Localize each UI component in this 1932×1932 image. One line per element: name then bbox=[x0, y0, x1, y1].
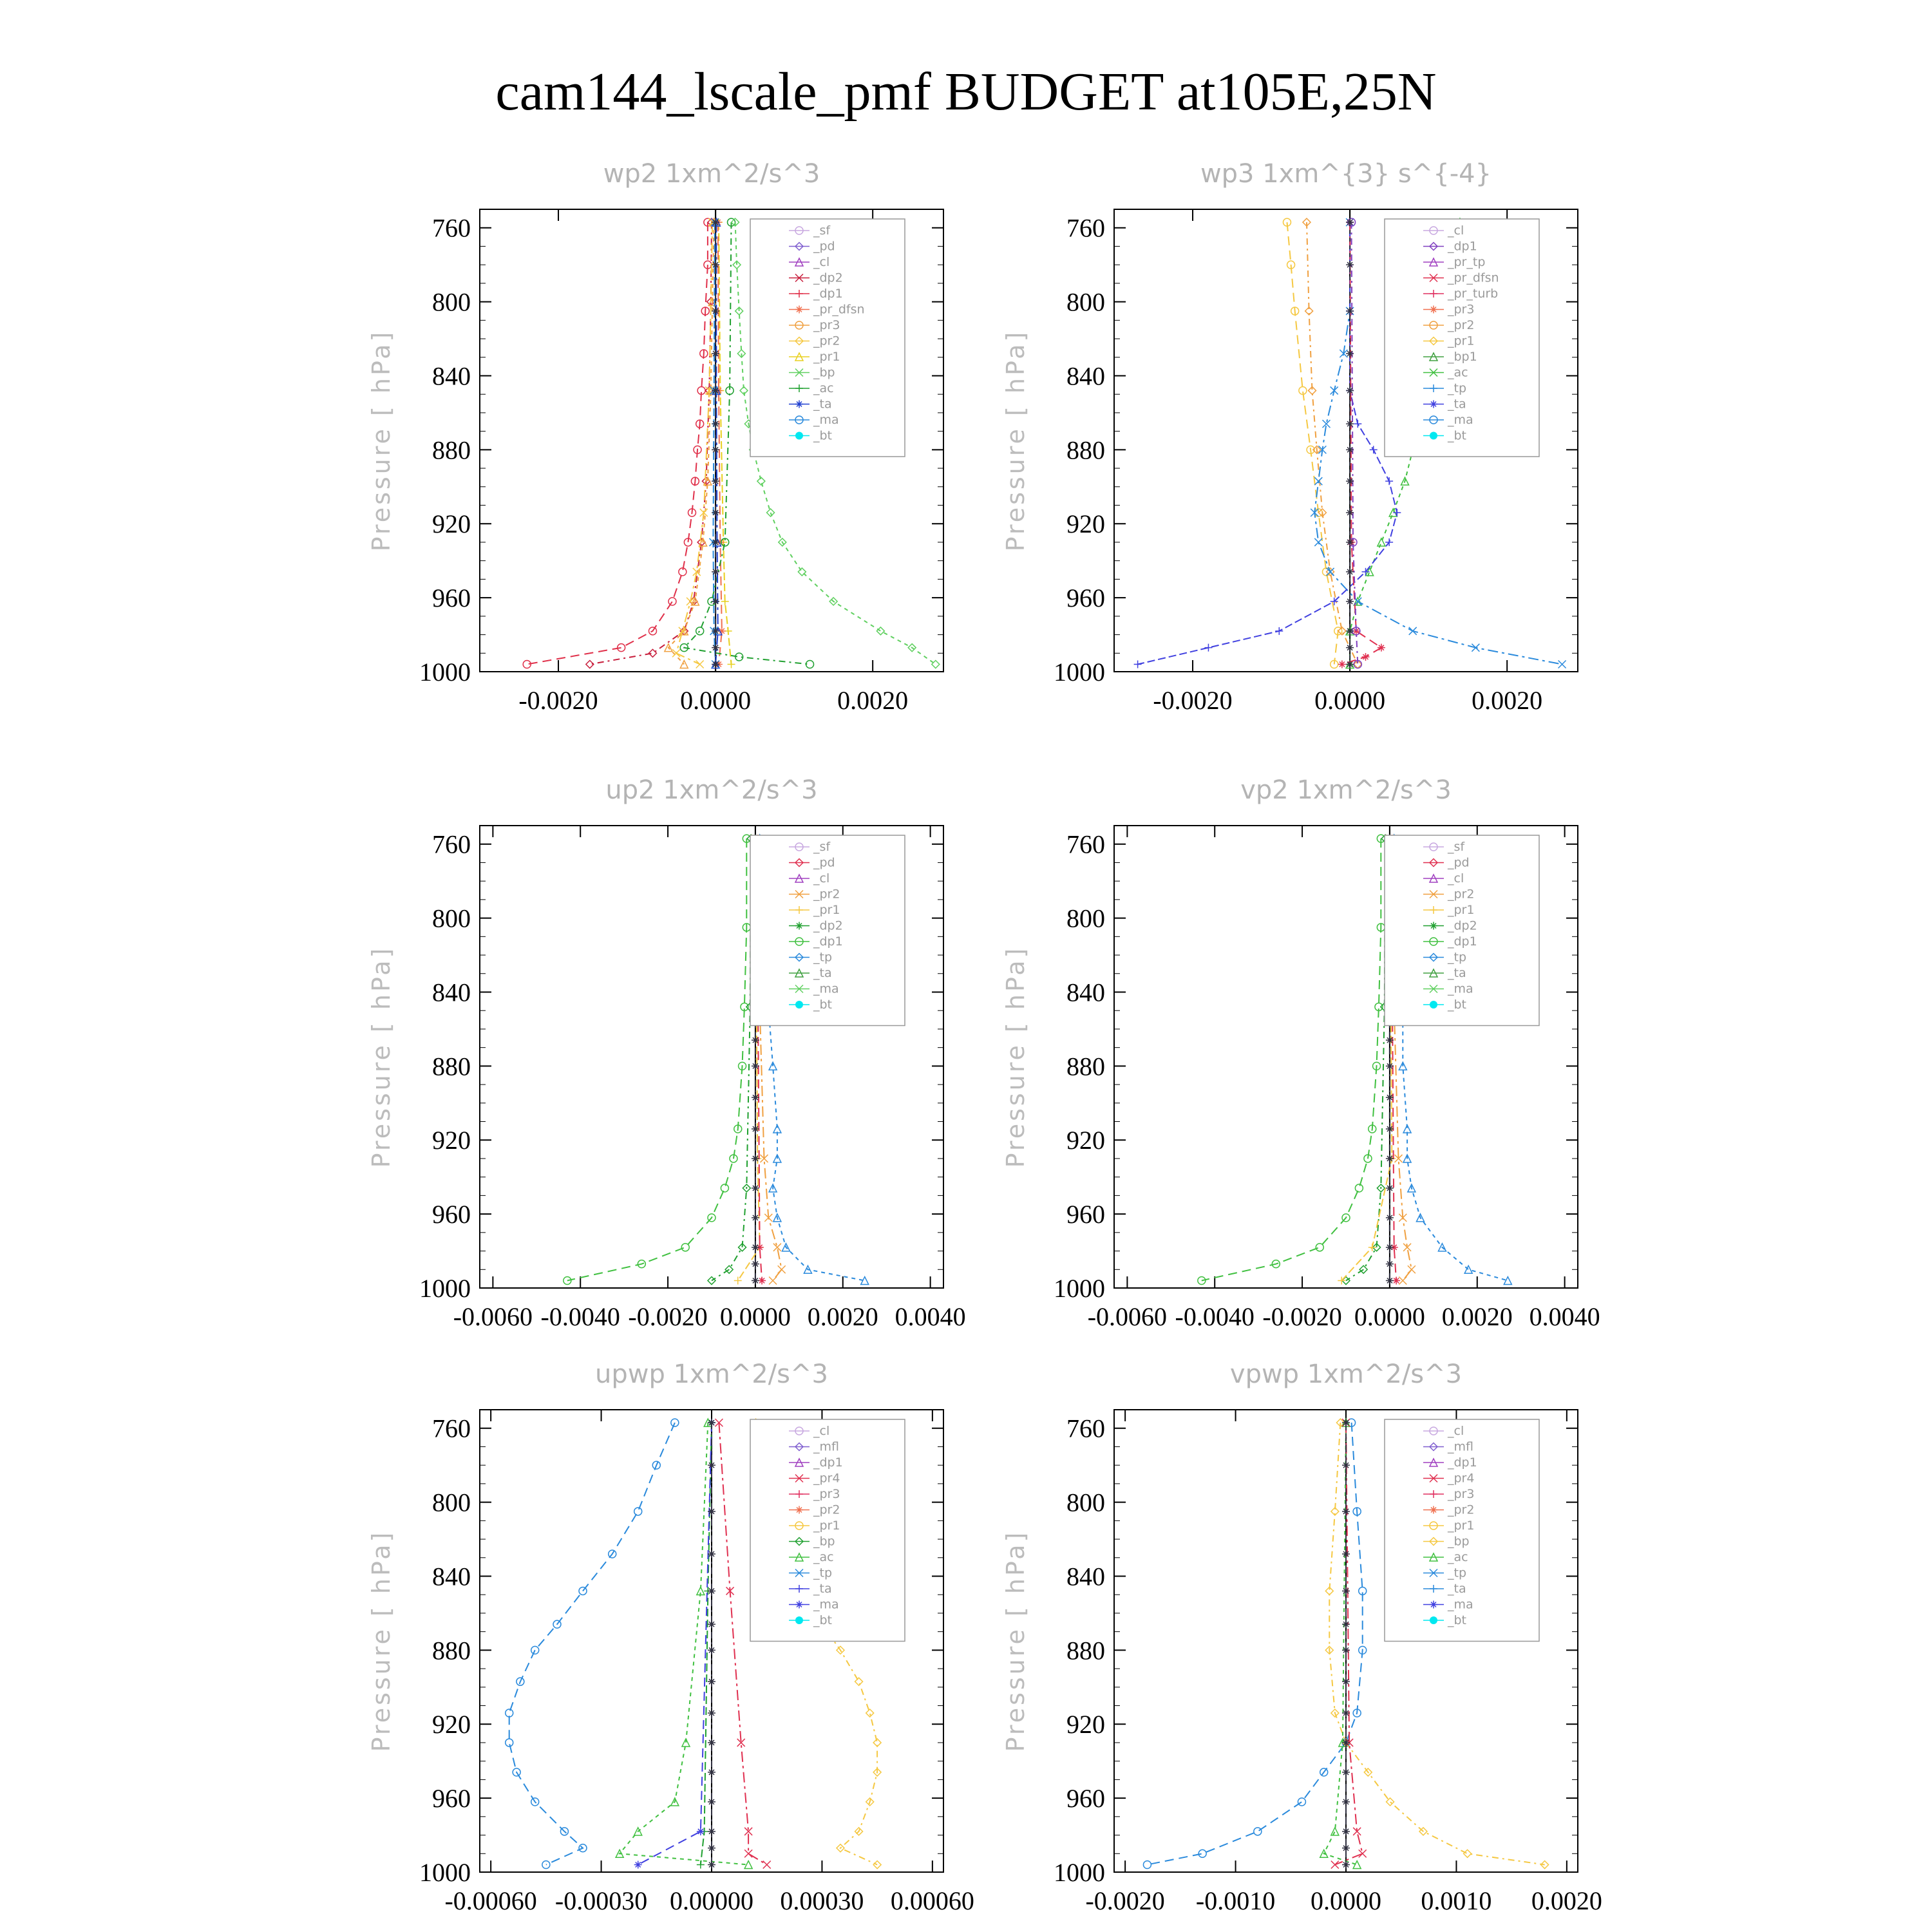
x-tick-label: -0.0020 bbox=[1262, 1302, 1342, 1331]
legend-marker bbox=[1430, 1001, 1437, 1009]
data-point-ta-5 bbox=[1385, 477, 1393, 485]
legend-label: _dp1 bbox=[813, 934, 843, 949]
x-tick-label: -0.0040 bbox=[540, 1302, 620, 1331]
data-point-bt-1 bbox=[1342, 1461, 1350, 1469]
legend-label: _pr_tp bbox=[1448, 255, 1486, 269]
legend-label: _tp bbox=[1448, 381, 1467, 395]
y-tick-label: 1000 bbox=[1054, 1858, 1105, 1887]
series-pr4 bbox=[1331, 1419, 1367, 1868]
series-dp1 bbox=[1198, 835, 1385, 1284]
x-tick-label: -0.0020 bbox=[628, 1302, 708, 1331]
data-point-dp1-11 bbox=[668, 598, 676, 605]
x-tick-label: 0.0040 bbox=[1529, 1302, 1600, 1331]
data-point-bt-11 bbox=[1386, 1214, 1394, 1222]
data-point-bp-3 bbox=[697, 1861, 705, 1869]
data-point-ac-4 bbox=[696, 627, 704, 635]
legend-label: _bp bbox=[1448, 1534, 1470, 1549]
data-point-bt-2 bbox=[1342, 1508, 1350, 1515]
legend-label: _ac bbox=[1448, 365, 1468, 380]
x-tick-label: 0.0020 bbox=[807, 1302, 878, 1331]
data-point-pr1-5 bbox=[728, 661, 735, 668]
legend-label: _dp1 bbox=[813, 287, 843, 301]
legend-label: _pr2 bbox=[1448, 318, 1475, 332]
data-point-ta-1 bbox=[697, 1828, 705, 1835]
legend-label: _pr2 bbox=[813, 887, 840, 902]
legend-marker bbox=[795, 1616, 803, 1624]
x-tick-label: -0.00060 bbox=[444, 1886, 537, 1915]
legend-label: _bt bbox=[1448, 1613, 1467, 1627]
series-line bbox=[1287, 222, 1338, 664]
legend-label: _pr2 bbox=[1448, 1502, 1475, 1517]
legend-label: _mfl bbox=[813, 1439, 839, 1454]
y-tick-label: 800 bbox=[1066, 904, 1105, 933]
legend-label: _cl bbox=[813, 255, 830, 269]
data-point-bt-12 bbox=[1342, 1828, 1350, 1835]
data-point-bt-7 bbox=[712, 477, 719, 485]
y-axis-label: Pressure [ hPa] bbox=[367, 329, 395, 552]
legend bbox=[750, 1419, 905, 1642]
x-tick-label: -0.00030 bbox=[554, 1886, 648, 1915]
legend-label: _pr_turb bbox=[1448, 287, 1499, 301]
legend-label: _pr3 bbox=[1448, 302, 1475, 317]
y-tick-label: 1000 bbox=[1054, 1274, 1105, 1303]
legend-label: _ac bbox=[813, 1550, 834, 1564]
data-point-bt-1 bbox=[1346, 261, 1354, 269]
legend bbox=[750, 219, 905, 457]
data-point-pr_dfsn-4 bbox=[1362, 653, 1370, 661]
data-point-bt-14 bbox=[752, 1277, 759, 1285]
data-point-bt-8 bbox=[708, 1709, 715, 1717]
series-line bbox=[527, 222, 708, 664]
chart-panel-1 bbox=[367, 159, 943, 715]
data-point-bt-13 bbox=[1346, 644, 1354, 652]
legend-label: _ma bbox=[1448, 1597, 1473, 1612]
legend-label: _pr2 bbox=[813, 334, 840, 348]
data-point-bt-14 bbox=[1386, 1277, 1394, 1285]
legend-label: _dp1 bbox=[1448, 1455, 1477, 1470]
y-axis-label: Pressure [ hPa] bbox=[367, 1530, 395, 1752]
data-point-tp-2 bbox=[634, 1508, 642, 1515]
chart-panel-2 bbox=[1001, 159, 1578, 715]
x-tick-label: 0.0020 bbox=[1441, 1302, 1513, 1331]
data-point-bt-4 bbox=[1342, 1587, 1350, 1595]
x-tick-label: -0.0060 bbox=[453, 1302, 533, 1331]
data-point-bt-10 bbox=[1342, 1768, 1350, 1776]
y-axis-label: Pressure [ hPa] bbox=[367, 945, 395, 1168]
y-tick-label: 920 bbox=[1066, 509, 1105, 539]
x-tick-label: 0.0010 bbox=[1421, 1886, 1492, 1915]
legend bbox=[1385, 1419, 1539, 1642]
data-point-ta-3 bbox=[1354, 420, 1361, 428]
data-point-bp-12 bbox=[876, 627, 884, 635]
y-axis-label: Pressure [ hPa] bbox=[1001, 329, 1030, 552]
data-point-bt-13 bbox=[1386, 1260, 1394, 1268]
y-tick-label: 840 bbox=[432, 978, 471, 1007]
x-tick-label: 0.0000 bbox=[680, 686, 752, 715]
series-line bbox=[1335, 1423, 1363, 1864]
y-tick-label: 840 bbox=[432, 361, 471, 391]
data-point-tp-10 bbox=[1143, 1861, 1151, 1869]
y-tick-label: 960 bbox=[432, 1200, 471, 1229]
x-tick-label: -0.0060 bbox=[1087, 1302, 1168, 1331]
x-tick-label: 0.0000 bbox=[1314, 686, 1386, 715]
x-tick-label: 0.0000 bbox=[1311, 1886, 1381, 1915]
legend-label: _cl bbox=[813, 871, 830, 886]
y-tick-label: 960 bbox=[1066, 1784, 1105, 1814]
data-point-bt-12 bbox=[708, 1828, 715, 1835]
x-tick-label: 0.00030 bbox=[780, 1886, 864, 1915]
legend-label: _bt bbox=[813, 428, 833, 443]
y-tick-label: 800 bbox=[432, 287, 471, 317]
chart-panel-3 bbox=[367, 775, 966, 1331]
data-point-tp-11 bbox=[1409, 627, 1417, 635]
series-dp1 bbox=[523, 218, 712, 668]
chart-panel-5 bbox=[367, 1359, 974, 1915]
chart-title: vpwp 1xm^2/s^3 bbox=[1229, 1359, 1463, 1389]
y-tick-label: 920 bbox=[1066, 1126, 1105, 1155]
x-tick-label: 0.0000 bbox=[1354, 1302, 1425, 1331]
legend-label: _ta bbox=[813, 1582, 832, 1596]
x-tick-label: 0.00060 bbox=[890, 1886, 974, 1915]
y-tick-label: 840 bbox=[1066, 1562, 1105, 1591]
y-tick-label: 800 bbox=[1066, 1488, 1105, 1517]
x-tick-label: 0.0020 bbox=[1472, 686, 1543, 715]
legend-label: _bt bbox=[813, 1613, 833, 1627]
data-point-pr1-7 bbox=[855, 1678, 863, 1685]
chart-title: wp2 1xm^2/s^3 bbox=[603, 159, 820, 189]
chart-panel-4 bbox=[1001, 775, 1600, 1331]
data-point-bt-13 bbox=[752, 1260, 759, 1268]
data-point-pr1-9 bbox=[1464, 1850, 1472, 1857]
y-tick-label: 920 bbox=[1066, 1710, 1105, 1739]
data-point-bt-11 bbox=[708, 1798, 715, 1806]
data-point-pr2-7 bbox=[696, 661, 704, 668]
data-point-tp-12 bbox=[1472, 644, 1479, 652]
y-tick-label: 800 bbox=[1066, 287, 1105, 317]
data-point-pr2-5 bbox=[1408, 1265, 1416, 1273]
legend-label: _bp1 bbox=[1448, 350, 1477, 364]
x-tick-label: -0.0010 bbox=[1195, 1886, 1276, 1915]
y-tick-label: 760 bbox=[1066, 1414, 1105, 1443]
legend-label: _tp bbox=[1448, 950, 1467, 965]
data-point-ta-2 bbox=[634, 1861, 642, 1869]
legend-label: _bp bbox=[813, 365, 835, 380]
legend-label: _pr3 bbox=[1448, 1487, 1475, 1501]
data-point-bt-4 bbox=[708, 1587, 715, 1595]
data-point-tp-6 bbox=[1314, 477, 1322, 485]
data-point-ta-10 bbox=[1275, 627, 1283, 635]
legend-marker bbox=[1430, 432, 1437, 440]
legend-marker bbox=[795, 1001, 803, 1009]
y-tick-label: 760 bbox=[432, 829, 471, 859]
data-point-ac-2 bbox=[1331, 1828, 1339, 1835]
chart-title: up2 1xm^2/s^3 bbox=[605, 775, 818, 805]
legend-label: _pr1 bbox=[1448, 1519, 1475, 1533]
chart-panel-6 bbox=[1001, 1359, 1602, 1915]
data-point-bt-13 bbox=[708, 1844, 715, 1852]
y-tick-label: 880 bbox=[1066, 1636, 1105, 1665]
y-tick-label: 960 bbox=[432, 1784, 471, 1814]
y-tick-label: 960 bbox=[1066, 1200, 1105, 1229]
legend-label: _ta bbox=[1448, 397, 1466, 412]
data-point-bt-11 bbox=[1342, 1798, 1350, 1806]
data-point-pr4-4 bbox=[744, 1850, 752, 1857]
legend-label: _sf bbox=[813, 840, 831, 854]
y-axis-label: Pressure [ hPa] bbox=[1001, 1530, 1030, 1752]
data-point-bt-1 bbox=[708, 1461, 715, 1469]
data-point-pr4-4 bbox=[1331, 1861, 1339, 1869]
x-tick-label: -0.0040 bbox=[1175, 1302, 1255, 1331]
legend-label: _dp2 bbox=[813, 270, 843, 285]
y-tick-label: 880 bbox=[432, 435, 471, 465]
chart-title: vp2 1xm^2/s^3 bbox=[1240, 775, 1452, 805]
legend-label: _pr2 bbox=[813, 1502, 840, 1517]
data-point-tp-14 bbox=[542, 1861, 550, 1869]
data-point-pr1-8 bbox=[866, 1709, 874, 1717]
legend-label: _pr1 bbox=[813, 903, 840, 917]
legend-label: _tp bbox=[1448, 1566, 1467, 1580]
x-tick-label: 0.0020 bbox=[837, 686, 909, 715]
series-tp bbox=[1143, 1419, 1366, 1868]
data-point-ac-9 bbox=[1378, 538, 1385, 546]
series-ac bbox=[616, 1419, 752, 1868]
data-point-bt-6 bbox=[708, 1646, 715, 1654]
data-point-bt-7 bbox=[708, 1678, 715, 1685]
y-tick-label: 760 bbox=[432, 213, 471, 243]
legend-label: _dp1 bbox=[1448, 239, 1477, 254]
legend-label: _cl bbox=[1448, 1424, 1464, 1438]
legend-label: _dp2 bbox=[1448, 918, 1477, 933]
x-tick-label: 0.00000 bbox=[670, 1886, 753, 1915]
y-tick-label: 840 bbox=[1066, 361, 1105, 391]
data-point-pr_dfsn-5 bbox=[1338, 661, 1346, 668]
y-tick-label: 880 bbox=[432, 1052, 471, 1081]
legend-label: _cl bbox=[813, 1424, 830, 1438]
series-line bbox=[1147, 1423, 1362, 1864]
data-point-dp2-5 bbox=[708, 1277, 715, 1285]
data-point-bt-6 bbox=[712, 446, 719, 453]
legend-label: _ta bbox=[813, 966, 832, 980]
data-point-bt-10 bbox=[708, 1768, 715, 1776]
y-tick-label: 960 bbox=[432, 583, 471, 613]
data-point-bt-12 bbox=[1386, 1244, 1394, 1251]
y-tick-label: 920 bbox=[432, 1126, 471, 1155]
data-point-pr2-5 bbox=[778, 1265, 786, 1273]
series-dp2 bbox=[1342, 835, 1389, 1284]
series-pr1 bbox=[1283, 218, 1341, 668]
data-point-pr3-8 bbox=[680, 661, 688, 668]
y-tick-label: 920 bbox=[432, 1710, 471, 1739]
series-line bbox=[712, 838, 751, 1280]
series-dp1 bbox=[564, 835, 750, 1284]
y-tick-label: 880 bbox=[1066, 1052, 1105, 1081]
data-point-pr_dfsn-3 bbox=[1378, 644, 1385, 652]
y-tick-label: 880 bbox=[432, 1636, 471, 1665]
y-tick-label: 1000 bbox=[419, 1274, 471, 1303]
data-point-pr1-3 bbox=[721, 598, 729, 605]
legend-label: _bt bbox=[813, 998, 833, 1012]
data-point-bp-14 bbox=[932, 661, 940, 668]
data-point-bt-5 bbox=[708, 1620, 715, 1628]
y-axis-label: Pressure [ hPa] bbox=[1001, 945, 1030, 1168]
y-tick-label: 760 bbox=[432, 1414, 471, 1443]
legend-label: _sf bbox=[813, 223, 831, 238]
data-point-tp-13 bbox=[1558, 661, 1566, 668]
series-line bbox=[620, 1423, 748, 1864]
x-tick-label: -0.0020 bbox=[518, 686, 598, 715]
legend-label: _ta bbox=[813, 397, 832, 412]
y-tick-label: 760 bbox=[1066, 213, 1105, 243]
legend-label: _pr3 bbox=[813, 1487, 840, 1501]
data-point-dp1-6 bbox=[721, 1184, 728, 1192]
legend-label: _pd bbox=[813, 239, 835, 254]
x-tick-label: 0.0000 bbox=[719, 1302, 791, 1331]
data-point-dp1-8 bbox=[681, 1244, 689, 1251]
y-tick-label: 880 bbox=[1066, 435, 1105, 465]
legend bbox=[750, 835, 905, 1026]
legend-label: _pr_dfsn bbox=[1448, 270, 1499, 285]
legend-label: _dp1 bbox=[1448, 934, 1477, 949]
y-tick-label: 840 bbox=[1066, 978, 1105, 1007]
data-point-ac-7 bbox=[806, 661, 814, 668]
data-point-tp-8 bbox=[1254, 1828, 1262, 1835]
data-point-bt-11 bbox=[1346, 598, 1354, 605]
legend-label: _dp1 bbox=[813, 1455, 843, 1470]
data-point-bt-5 bbox=[712, 420, 719, 428]
legend-label: _bt bbox=[1448, 998, 1467, 1012]
series-line bbox=[1352, 222, 1358, 664]
chart-title: wp3 1xm^{3} s^{-4} bbox=[1200, 159, 1492, 189]
data-point-ta-12 bbox=[1134, 661, 1142, 668]
series-tp bbox=[506, 1419, 679, 1868]
legend-label: _ac bbox=[1448, 1550, 1468, 1564]
legend-label: _dp2 bbox=[813, 918, 843, 933]
legend-label: _bt bbox=[1448, 428, 1467, 443]
data-point-bt-9 bbox=[708, 1739, 715, 1747]
legend-label: _ac bbox=[813, 381, 834, 395]
legend-label: _sf bbox=[1448, 840, 1465, 854]
data-point-bt-14 bbox=[1342, 1861, 1350, 1869]
y-tick-label: 760 bbox=[1066, 829, 1105, 859]
data-point-tp-8 bbox=[1314, 538, 1322, 546]
figure-title: cam144_lscale_pmf BUDGET at105E,25N bbox=[495, 62, 1437, 122]
legend-label: _pd bbox=[1448, 855, 1470, 870]
legend-label: _pr2 bbox=[1448, 887, 1475, 902]
x-tick-label: 0.0040 bbox=[895, 1302, 966, 1331]
data-point-pr4-5 bbox=[763, 1861, 771, 1869]
legend-label: _ma bbox=[1448, 981, 1473, 996]
series-line bbox=[567, 838, 747, 1280]
series-pr2 bbox=[672, 218, 716, 668]
series-line bbox=[1202, 838, 1381, 1280]
data-point-pr2-6 bbox=[769, 1277, 777, 1285]
legend-label: _ma bbox=[813, 981, 839, 996]
series-ta bbox=[1134, 218, 1401, 668]
y-tick-label: 800 bbox=[432, 1488, 471, 1517]
legend-label: _bp bbox=[813, 1534, 835, 1549]
y-tick-label: 800 bbox=[432, 904, 471, 933]
legend-label: _cl bbox=[1448, 223, 1464, 238]
data-point-bt-11 bbox=[752, 1214, 759, 1222]
legend-label: _cl bbox=[1448, 871, 1464, 886]
legend-label: _ta bbox=[1448, 1582, 1466, 1596]
data-point-bt-8 bbox=[1386, 1125, 1394, 1133]
y-tick-label: 840 bbox=[432, 1562, 471, 1591]
data-point-ta-11 bbox=[1204, 644, 1212, 652]
legend-label: _tp bbox=[813, 950, 833, 965]
data-point-tp-9 bbox=[1327, 568, 1334, 576]
data-point-pr1-3 bbox=[734, 1277, 742, 1285]
data-point-bt-13 bbox=[712, 644, 719, 652]
x-tick-label: 0.0020 bbox=[1531, 1886, 1602, 1915]
data-point-bt-12 bbox=[1346, 627, 1354, 635]
legend-marker bbox=[1430, 1616, 1437, 1624]
legend bbox=[1385, 835, 1539, 1026]
data-point-tp-7 bbox=[1298, 1798, 1305, 1806]
series-dp2 bbox=[708, 835, 755, 1284]
y-tick-label: 960 bbox=[1066, 583, 1105, 613]
y-tick-label: 1000 bbox=[1054, 658, 1105, 687]
data-point-bt-3 bbox=[1342, 1550, 1350, 1558]
legend-label: _pr_dfsn bbox=[813, 302, 865, 317]
data-point-pr1-14 bbox=[873, 1861, 881, 1869]
data-point-dp1-6 bbox=[1355, 1184, 1363, 1192]
legend-label: _pr1 bbox=[1448, 903, 1475, 917]
legend-label: _ta bbox=[1448, 966, 1466, 980]
data-point-tp-10 bbox=[1504, 1277, 1511, 1285]
legend-label: _pr4 bbox=[813, 1471, 840, 1486]
x-tick-label: -0.0020 bbox=[1153, 686, 1233, 715]
data-point-ta-4 bbox=[1370, 446, 1378, 453]
legend-label: _ma bbox=[1448, 413, 1473, 427]
data-point-ac-4 bbox=[1353, 1861, 1361, 1869]
legend-label: _pd bbox=[813, 855, 835, 870]
data-point-bp-7 bbox=[757, 477, 765, 485]
legend-label: _pr1 bbox=[813, 350, 840, 364]
data-point-bt-10 bbox=[1386, 1184, 1394, 1192]
data-point-tp-8 bbox=[506, 1709, 513, 1717]
legend-marker bbox=[795, 432, 803, 440]
legend bbox=[1385, 219, 1539, 457]
data-point-bt-9 bbox=[1386, 1155, 1394, 1162]
series-dp2 bbox=[586, 218, 715, 668]
legend-label: _pr3 bbox=[813, 318, 840, 332]
chart-title: upwp 1xm^2/s^3 bbox=[595, 1359, 828, 1389]
y-tick-label: 1000 bbox=[419, 658, 471, 687]
legend-label: _ma bbox=[813, 413, 839, 427]
data-point-dp1-8 bbox=[1316, 1244, 1323, 1251]
legend-label: _tp bbox=[813, 1566, 833, 1580]
data-point-bt-13 bbox=[1342, 1844, 1350, 1852]
legend-label: _ma bbox=[813, 1597, 839, 1612]
y-tick-label: 920 bbox=[432, 509, 471, 539]
series-pr_dfsn bbox=[1338, 218, 1385, 668]
data-point-ac-6 bbox=[744, 1861, 752, 1869]
legend-label: _mfl bbox=[1448, 1439, 1473, 1454]
x-tick-label: -0.0020 bbox=[1085, 1886, 1165, 1915]
legend-label: _pr1 bbox=[1448, 334, 1475, 348]
data-point-bt-8 bbox=[752, 1125, 759, 1133]
legend-label: _pr1 bbox=[813, 1519, 840, 1533]
legend-label: _pr4 bbox=[1448, 1471, 1475, 1486]
y-tick-label: 1000 bbox=[419, 1858, 471, 1887]
data-point-pr4-3 bbox=[1359, 1850, 1367, 1857]
